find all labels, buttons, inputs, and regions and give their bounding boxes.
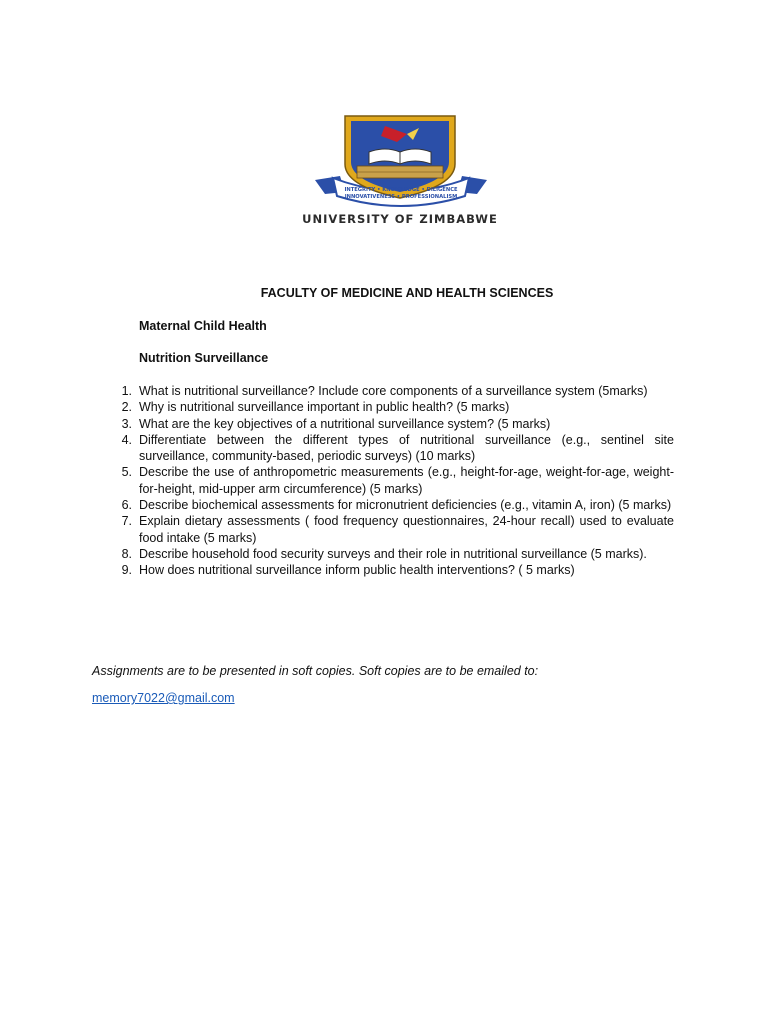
submission-note: Assignments are to be presented in soft copies. Soft copies are to be emailed to: (92, 664, 539, 678)
university-crest-icon (285, 112, 517, 228)
question-item: Describe the use of anthropometric measurements (e.g., height-for-age, weight-for-age, weight-for-height, mid-upper arm circumference) (5 marks) (139, 465, 674, 496)
question-item: Why is nutritional surveillance important in public health? (5 marks) (139, 400, 510, 415)
question-list (139, 383, 674, 579)
university-name: UNIVERSITY OF ZIMBABWE (302, 212, 498, 226)
faculty-heading: FACULTY OF MEDICINE AND HEALTH SCIENCES (260, 286, 554, 300)
question-item: How does nutritional surveillance inform public health interventions? ( 5 marks) (139, 563, 575, 578)
question-item: What are the key objectives of a nutritional surveillance system? (5 marks) (139, 416, 551, 431)
question-item: Describe biochemical assessments for micronutrient deficiencies (e.g., vitamin A, iron) (5 marks) (139, 498, 672, 513)
question-item: Describe household food security surveys and their role in nutritional surveillance (5 marks). (139, 546, 647, 561)
course-title: Maternal Child Health (139, 319, 267, 333)
motto-line-2: INNOVATIVENESS • PROFESSIONALISM (344, 194, 458, 200)
motto-line-1: INTEGRITY • KNOWLEDGE • DILIGENCE (344, 187, 458, 193)
question-item: What is nutritional surveillance? Include core components of a surveillance system (5marks) (139, 384, 648, 398)
question-item: Explain dietary assessments ( food frequency questionnaires, 24-hour recall) used to evaluate food intake (5 marks) (139, 514, 674, 545)
question-item: Differentiate between the different types of nutritional surveillance (e.g., sentinel site surveillance, community-based, periodic surveys) (10 marks) (139, 432, 674, 464)
email-link[interactable]: memory7022@gmail.com (92, 691, 235, 705)
topic-title: Nutrition Surveillance (139, 351, 269, 365)
